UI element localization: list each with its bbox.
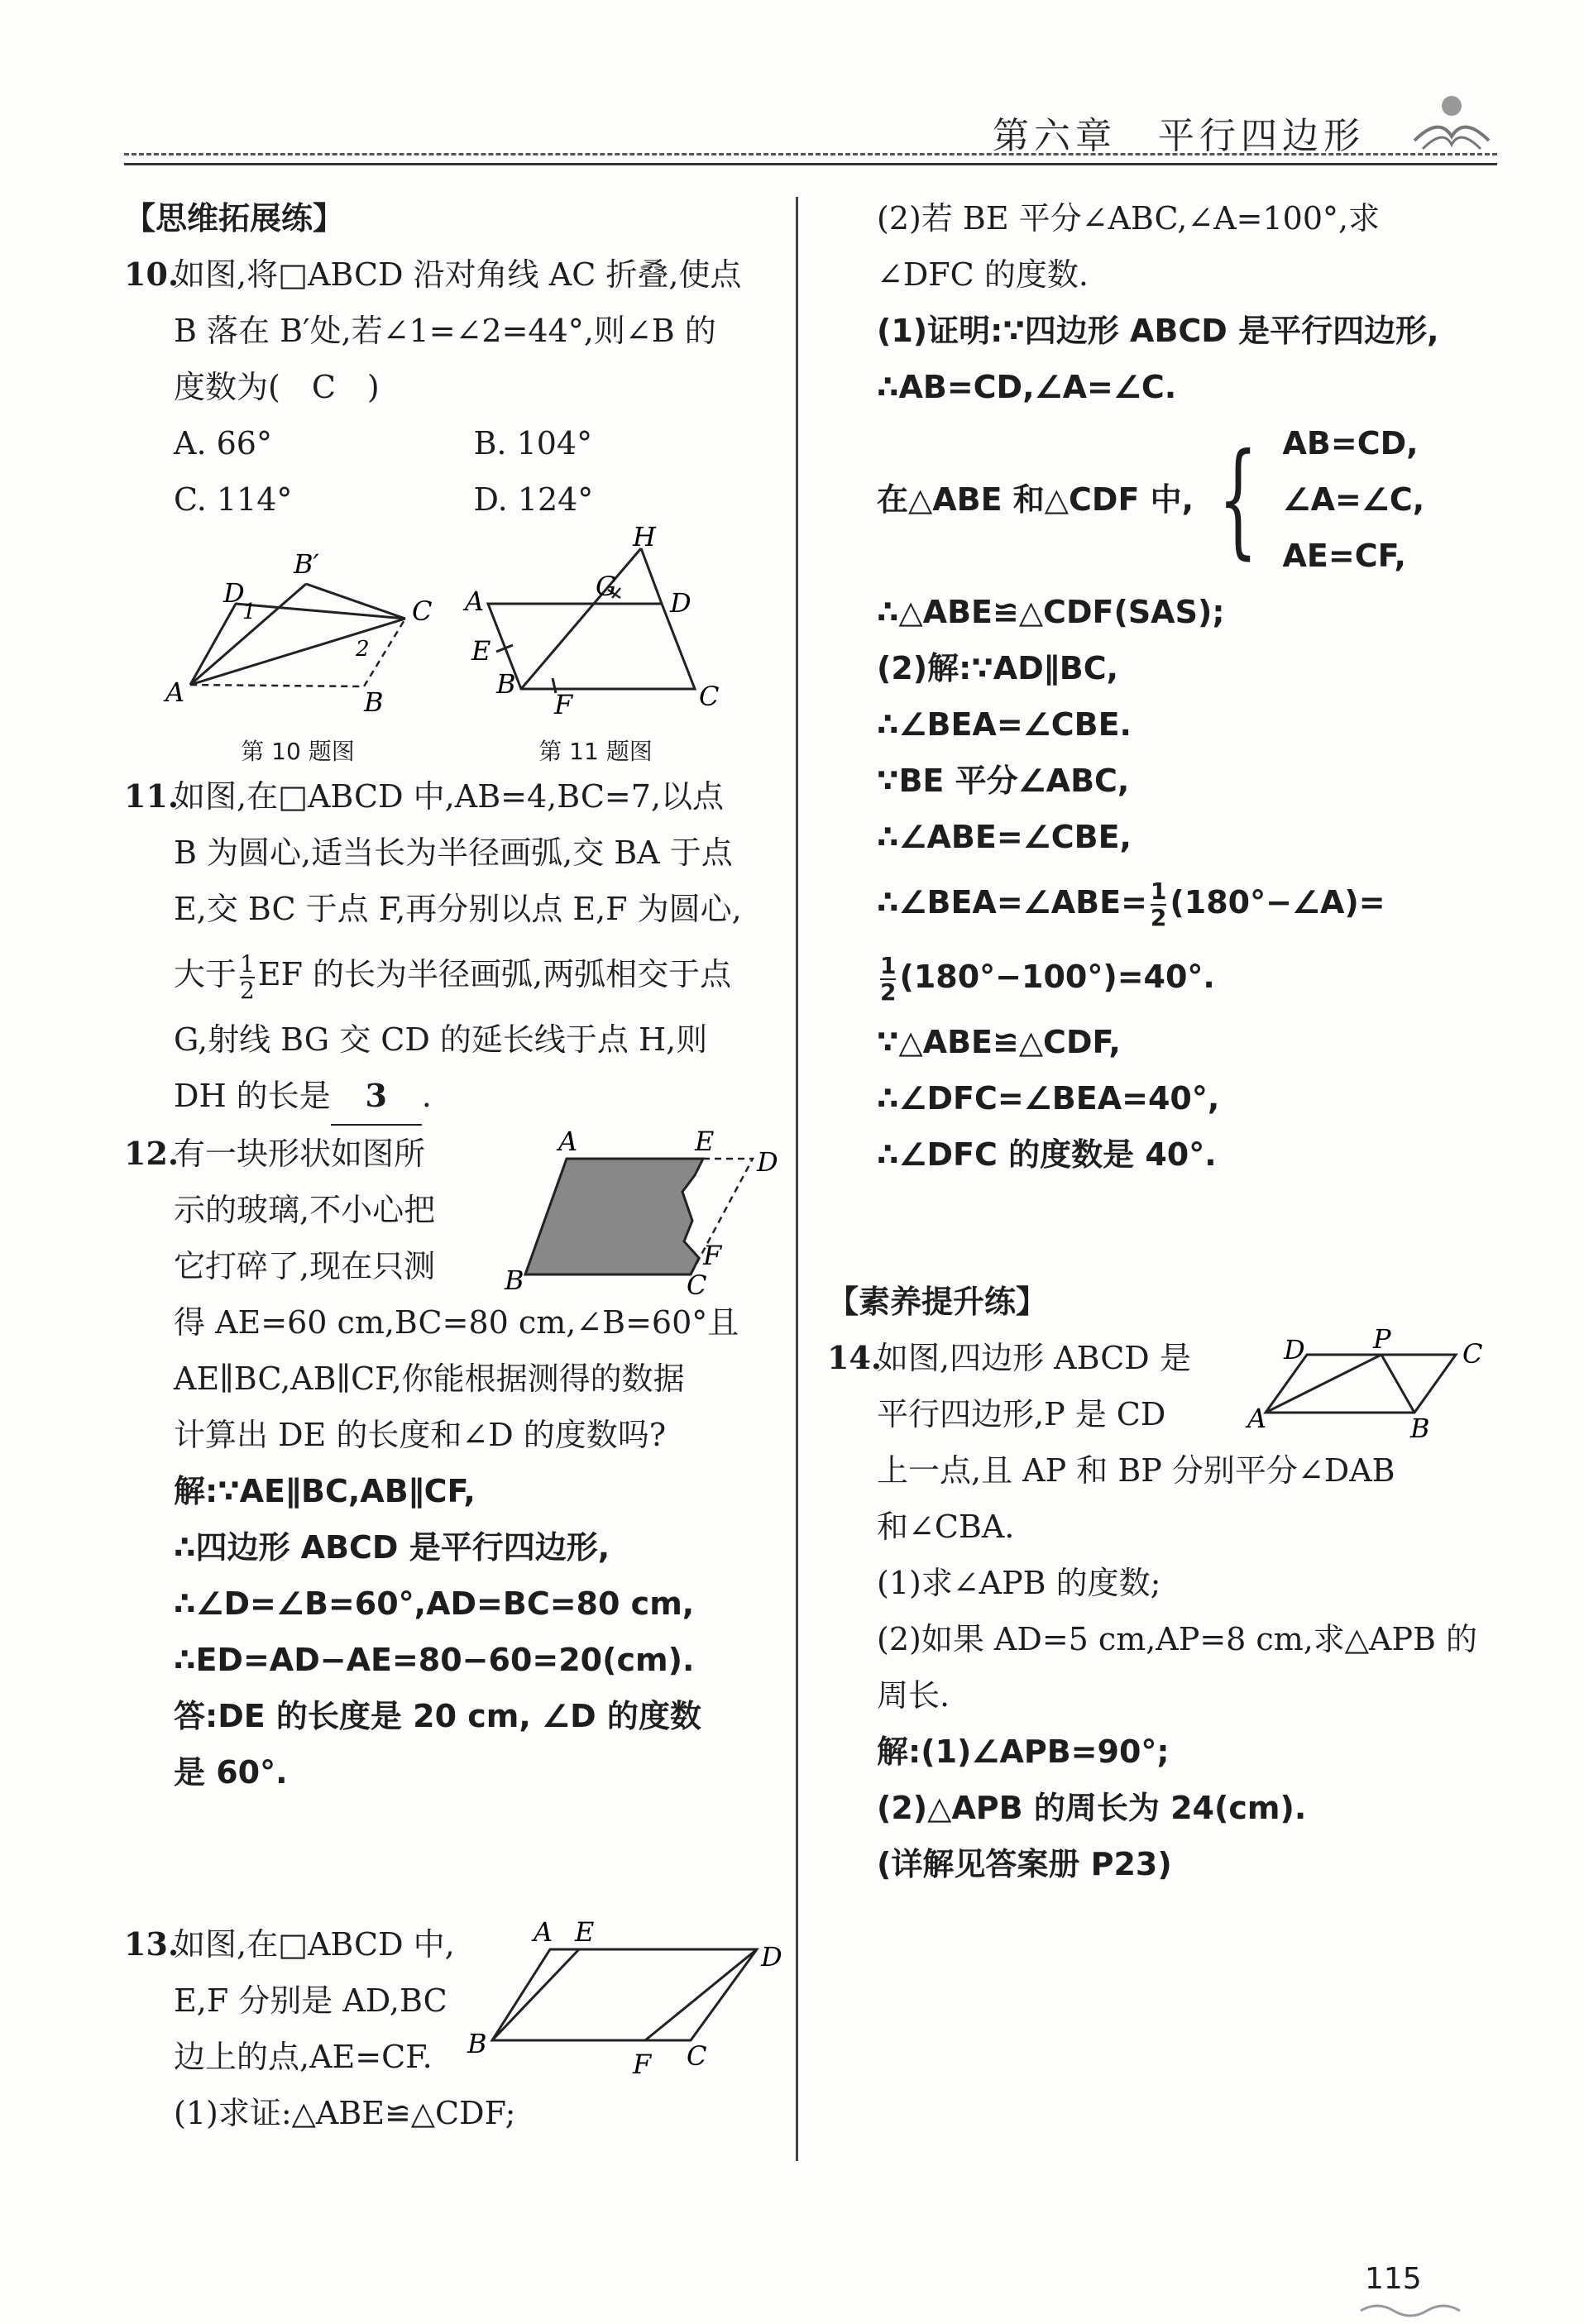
text-fragment: 大于 — [174, 956, 237, 992]
section-heading-literacy: 【素养提升练】 — [827, 1284, 1048, 1320]
question-text: 计算出 DE 的长度和∠D 的度数吗? — [174, 1417, 667, 1453]
fig12-label: D — [757, 1146, 778, 1178]
fig11-label: A — [465, 586, 485, 617]
column-divider — [796, 197, 798, 2161]
system-line: ∠A=∠C, — [1282, 481, 1425, 518]
fig12-label: E — [695, 1126, 715, 1157]
proof-line: ∵BE 平分∠ABC, — [877, 763, 1130, 799]
brace-icon: { — [1218, 428, 1258, 571]
fig11-label: G — [596, 571, 617, 602]
question-11 — [124, 768, 773, 1126]
fig13-label: D — [761, 1941, 782, 1973]
question-text: 如图,在□ABCD 中,AB=4,BC=7,以点 — [174, 778, 725, 815]
question-number: 10. — [124, 256, 179, 293]
question-number: 13. — [124, 1925, 179, 1963]
proof-line: (2)解:∵AD∥BC, — [877, 650, 1119, 686]
fig14-label: P — [1373, 1323, 1391, 1355]
text-fragment: . — [421, 1078, 432, 1114]
figure-caption: 第 11 题图 — [538, 738, 653, 765]
question-number: 12. — [124, 1135, 179, 1172]
figures-10-11 — [124, 521, 773, 768]
option-a: A. 66° — [174, 425, 272, 461]
fraction-numerator: 1 — [1150, 877, 1167, 905]
question-text: (1)求证:△ABE≌△CDF; — [174, 2095, 516, 2131]
calc-line — [827, 865, 1489, 940]
fig14-label: B — [1410, 1413, 1430, 1444]
question-text: 示的玻璃,不小心把 — [174, 1192, 436, 1228]
fig11-label: H — [633, 521, 656, 552]
section-heading-thinking: 【思维拓展练】 — [124, 200, 345, 237]
fig13-label: F — [633, 2049, 652, 2080]
question-text: 有一块形状如图所 — [174, 1136, 426, 1172]
question-text: 如图,将□ABCD 沿对角线 AC 折叠,使点 — [174, 256, 742, 293]
option-c: C. 114° — [174, 481, 293, 518]
question-text: 它打碎了,现在只测 — [174, 1248, 436, 1284]
fig11-label: F — [554, 689, 573, 720]
question-text: (1)求∠APB 的度数; — [877, 1565, 1161, 1601]
fraction-numerator: 1 — [880, 951, 897, 979]
proof-line: ∴∠DFC=∠BEA=40°, — [877, 1080, 1220, 1117]
question-number: 11. — [124, 777, 179, 815]
question-text: 得 AE=60 cm,BC=80 cm,∠B=60°且 — [174, 1304, 739, 1341]
question-13 — [124, 1916, 782, 2141]
fig11-label: D — [670, 587, 692, 619]
question-text: AE∥BC,AB∥CF,你能根据测得的数据 — [174, 1360, 685, 1397]
solution-line: 解:∵AE∥BC,AB∥CF, — [174, 1473, 476, 1509]
proof-line: ∴△ABE≌△CDF(SAS); — [877, 594, 1225, 630]
figure-12-glass-diagram — [500, 1126, 778, 1301]
question-text: E,F 分别是 AD,BC — [174, 1982, 447, 2019]
solution-line: (2)△APB 的周长为 24(cm). — [877, 1790, 1307, 1826]
figure-10-diagram — [157, 536, 438, 726]
fig13-label: A — [534, 1916, 553, 1948]
proof-line: (1)证明:∵四边形 ABCD 是平行四边形, — [877, 313, 1439, 349]
question-text: G,射线 BG 交 CD 的延长线于点 H,则 — [174, 1021, 708, 1058]
calc-line — [827, 940, 1489, 1014]
solution-line: (详解见答案册 P23) — [877, 1846, 1172, 1882]
question-text-answer — [124, 1068, 773, 1126]
fig12-label: A — [558, 1126, 578, 1157]
question-text: 边上的点,AE=CF. — [174, 2039, 433, 2075]
question-text: B 落在 B′处,若∠1=∠2=44°,则∠B 的 — [174, 313, 716, 349]
fig11-label: E — [471, 635, 491, 667]
solution-line: 是 60°. — [174, 1754, 288, 1791]
question-text: 如图,四边形 ABCD 是 — [877, 1340, 1191, 1376]
header-ornament-icon — [1406, 91, 1497, 157]
chapter-title: 第六章 平行四边形 — [993, 115, 1365, 157]
fraction-denominator: 2 — [1150, 903, 1167, 931]
proof-line: ∴∠DFC 的度数是 40°. — [877, 1136, 1217, 1173]
fig12-label: C — [687, 1270, 707, 1301]
question-number: 14. — [827, 1339, 883, 1376]
text-fragment: EF 的长为半径画弧,两弧相交于点 — [257, 956, 732, 992]
question-text: 平行四边形,P 是 CD — [877, 1396, 1166, 1432]
question-text: ∠DFC 的度数. — [877, 256, 1089, 293]
option-b: B. 104° — [473, 425, 593, 461]
proof-line: ∴AB=CD,∠A=∠C. — [877, 369, 1177, 405]
question-text: 上一点,且 AP 和 BP 分别平分∠DAB — [877, 1452, 1395, 1489]
header-dashed-rule — [124, 153, 1497, 155]
question-text: 和∠CBA. — [877, 1509, 1015, 1545]
fraction-half — [880, 951, 897, 1006]
option-d: D. 124° — [473, 481, 594, 518]
figure-11 — [447, 521, 744, 768]
fig10-label: 1 — [242, 600, 256, 624]
solution-line: ∴四边形 ABCD 是平行四边形, — [174, 1529, 610, 1566]
question-text: 度数为( C ) — [174, 369, 380, 405]
fraction-denominator: 2 — [880, 978, 897, 1006]
proof-line: ∵△ABE≌△CDF, — [877, 1024, 1121, 1060]
system-intro: 在△ABE 和△CDF 中, — [877, 481, 1194, 518]
question-text: E,交 BC 于点 F,再分别以点 E,F 为圆心, — [174, 891, 742, 927]
solution-line: ∴ED=AD−AE=80−60=20(cm). — [174, 1642, 695, 1678]
question-text: 如图,在□ABCD 中, — [174, 1926, 455, 1963]
fig10-label: C — [412, 595, 433, 627]
text-fragment: (180°−100°)=40°. — [899, 959, 1215, 995]
fig12-label: F — [703, 1240, 722, 1271]
fraction-denominator: 2 — [240, 976, 255, 1004]
proof-line: ∴∠BEA=∠CBE. — [877, 706, 1132, 743]
figure-13-diagram — [467, 1916, 782, 2085]
right-column — [827, 190, 1489, 1892]
equation-system — [827, 415, 1489, 584]
system-line: AB=CD, — [1282, 425, 1419, 461]
fig14-label: A — [1247, 1403, 1267, 1434]
question-12 — [124, 1126, 778, 1800]
text-fragment: ∴∠BEA=∠ABE= — [877, 884, 1147, 921]
fig11-label: B — [496, 668, 516, 700]
fig10-label: D — [223, 577, 245, 609]
fig14-label: D — [1284, 1334, 1305, 1365]
fig12-label: B — [505, 1265, 524, 1296]
fraction-half — [240, 949, 255, 1004]
answer-blank: 3 — [331, 1068, 422, 1126]
fig13-label: B — [467, 2028, 487, 2059]
question-text: 周长. — [877, 1677, 950, 1714]
fig13-label: C — [687, 2040, 707, 2072]
text-fragment: DH 的长是 — [174, 1078, 331, 1114]
fig10-label: A — [165, 677, 185, 708]
fig10-label: B — [364, 686, 384, 718]
left-column — [124, 190, 782, 2141]
header-solid-rule — [124, 163, 1497, 165]
figure-caption: 第 10 题图 — [241, 738, 355, 765]
solution-line: 答:DE 的长度是 20 cm, ∠D 的度数 — [174, 1698, 701, 1734]
question-10 — [124, 246, 773, 528]
fig13-label: E — [575, 1916, 595, 1948]
proof-line: ∴∠ABE=∠CBE, — [877, 819, 1132, 855]
system-line: AE=CF, — [1282, 538, 1406, 574]
text-fragment: (180°−∠A)= — [1170, 884, 1385, 921]
figure-14-diagram — [1241, 1323, 1489, 1444]
footer-ornament-icon — [1357, 2301, 1464, 2321]
question-text-fraction — [124, 937, 773, 1011]
page-number: 115 — [1365, 2262, 1422, 2296]
figure-11-diagram — [447, 521, 744, 726]
fig14-label: C — [1462, 1338, 1483, 1370]
question-text: (2)若 BE 平分∠ABC,∠A=100°,求 — [877, 200, 1381, 237]
fig10-label: B′ — [294, 548, 319, 580]
question-14 — [827, 1323, 1489, 1892]
question-text: (2)如果 AD=5 cm,AP=8 cm,求△APB 的 — [877, 1621, 1478, 1657]
solution-line: 解:(1)∠APB=90°; — [877, 1733, 1170, 1770]
fig11-label: C — [699, 681, 720, 712]
solution-line: ∴∠D=∠B=60°,AD=BC=80 cm, — [174, 1585, 695, 1622]
question-text: B 为圆心,适当长为半径画弧,交 BA 于点 — [174, 834, 733, 871]
fraction-numerator: 1 — [240, 949, 255, 978]
fig10-label: 2 — [356, 637, 370, 662]
fraction-half — [1151, 879, 1166, 930]
figure-10 — [149, 536, 447, 768]
